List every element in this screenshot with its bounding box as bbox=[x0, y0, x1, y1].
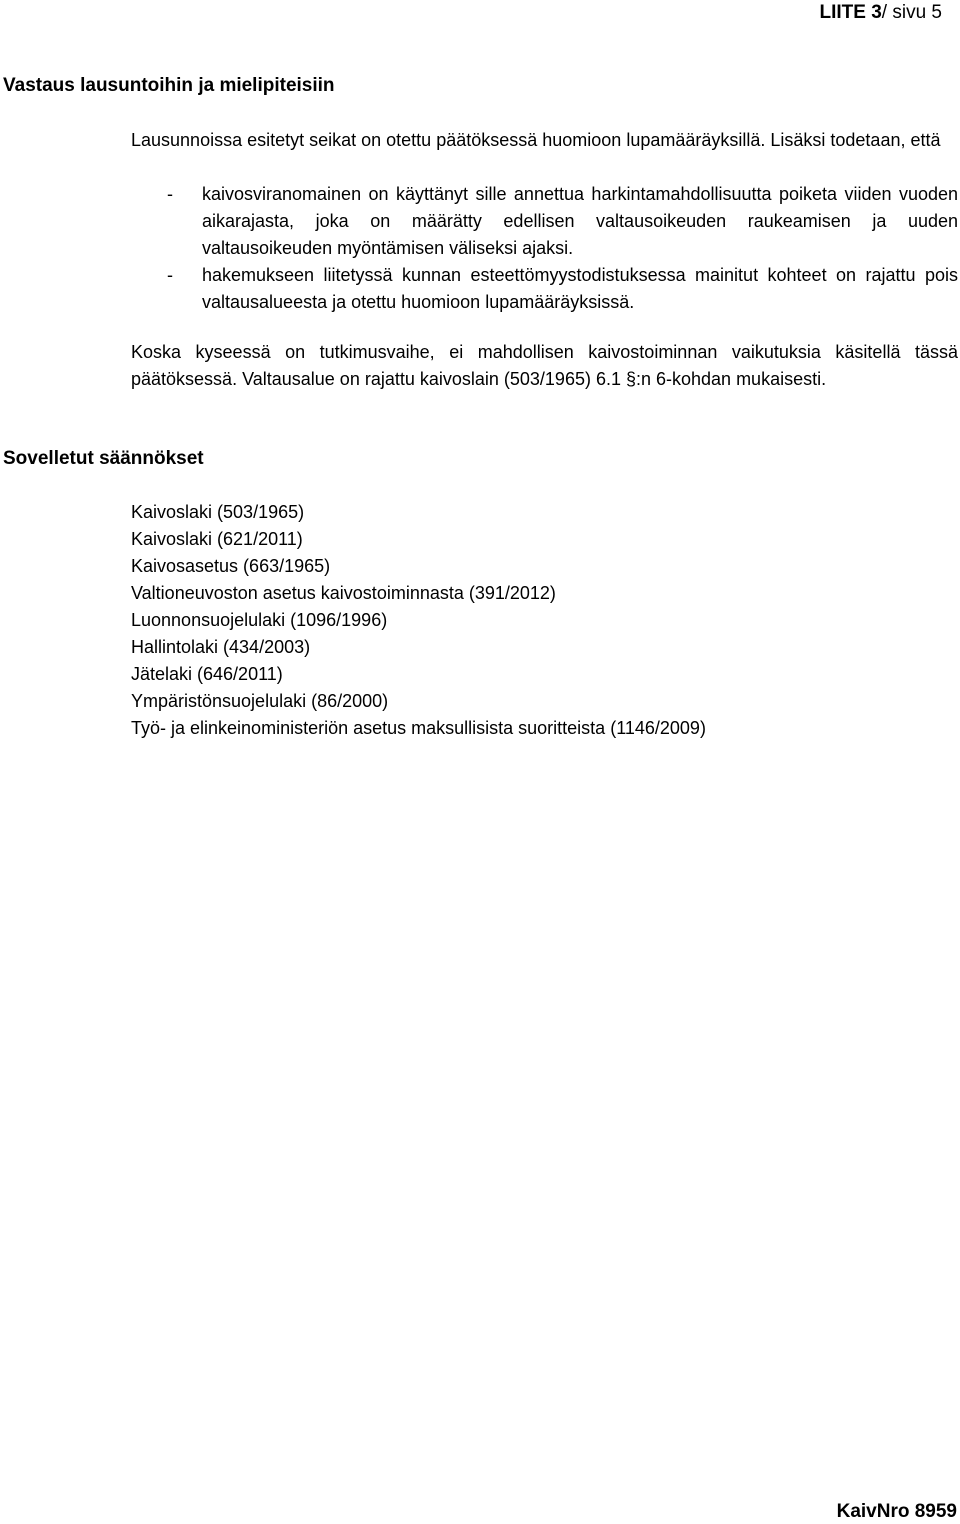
law-item: Luonnonsuojelulaki (1096/1996) bbox=[131, 610, 388, 630]
bullet-text: hakemukseen liitetyssä kunnan esteettömyystodistuksessa mainitut kohteet on rajattu pois valtausalueesta ja otettu huomioon lupamääräyksissä. bbox=[202, 265, 958, 312]
bullet-item bbox=[131, 262, 958, 316]
page-header bbox=[820, 2, 943, 24]
bullet-dash: - bbox=[167, 265, 173, 285]
bullet-list bbox=[131, 181, 958, 316]
page-number: / sivu 5 bbox=[881, 2, 942, 23]
law-item: Jätelaki (646/2011) bbox=[131, 664, 283, 684]
law-item: Kaivosasetus (663/1965) bbox=[131, 556, 331, 576]
conclusion-paragraph: Koska kyseessä on tutkimusvaihe, ei mahdollisen kaivostoiminnan vaikutuksia käsitellä tässä päätöksessä. Valtausalue on rajattu kaivoslain (503/1965) 6.1 §:n 6-kohdan mukaisesti. bbox=[131, 342, 958, 389]
law-item: Ympäristönsuojelulaki (86/2000) bbox=[131, 691, 389, 711]
appendix-label: LIITE 3 bbox=[819, 2, 882, 23]
law-item: Kaivoslaki (621/2011) bbox=[131, 529, 303, 549]
law-item: Kaivoslaki (503/1965) bbox=[131, 502, 305, 522]
section-title-responses: Vastaus lausuntoihin ja mielipiteisiin bbox=[3, 75, 335, 96]
law-list bbox=[131, 499, 958, 742]
footer-reference: KaivNro 8959 bbox=[836, 1501, 957, 1522]
bullet-text: kaivosviranomainen on käyttänyt sille annettua harkintamahdollisuutta poiketa viiden vuoden aikarajasta, joka on määrätty edellisen valtausoikeuden raukeamisen ja uuden valtausoikeuden myöntämisen väliseksi ajaksi. bbox=[202, 184, 958, 258]
law-item: Valtioneuvoston asetus kaivostoiminnasta (391/2012) bbox=[131, 583, 556, 603]
bullet-item bbox=[131, 181, 958, 262]
law-item: Hallintolaki (434/2003) bbox=[131, 637, 311, 657]
law-item: Työ- ja elinkeinoministeriön asetus maksullisista suoritteista (1146/2009) bbox=[131, 718, 706, 738]
intro-paragraph: Lausunnoissa esitetyt seikat on otettu päätöksessä huomioon lupamääräyksillä. Lisäksi todetaan, että bbox=[131, 130, 941, 150]
bullet-dash: - bbox=[167, 184, 173, 204]
section-title-applied-regulations: Sovelletut säännökset bbox=[3, 448, 204, 469]
